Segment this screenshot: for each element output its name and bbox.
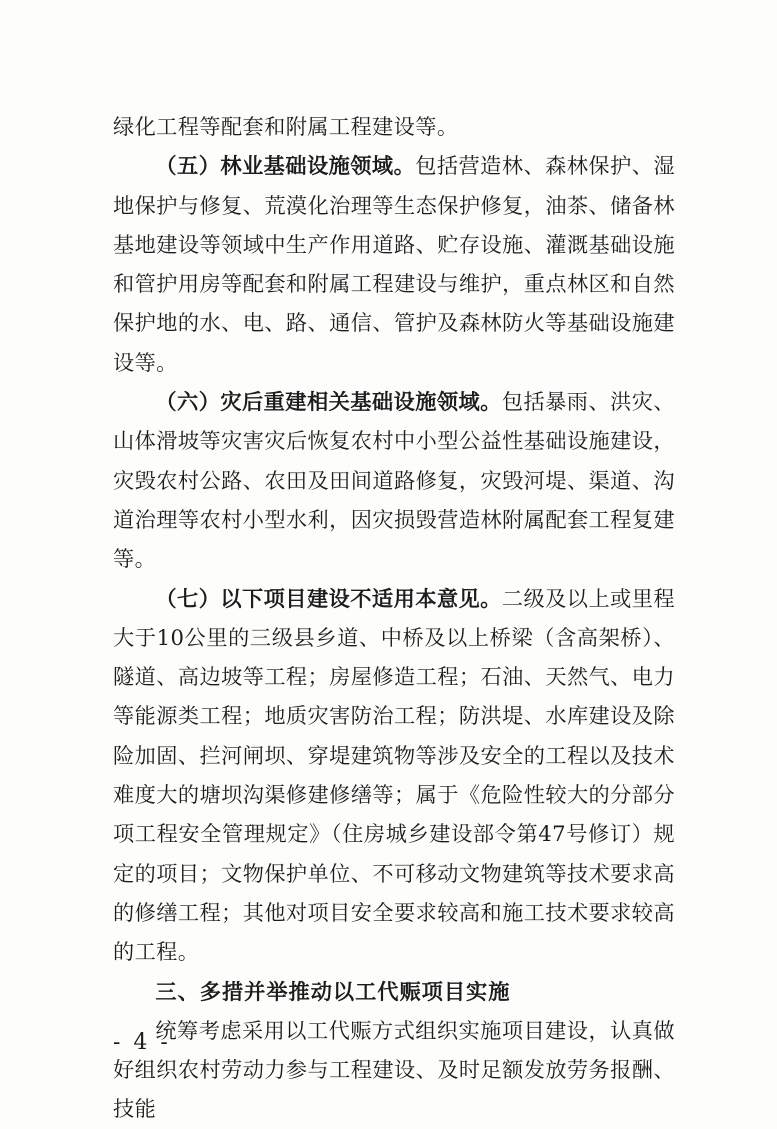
paragraph-lead: （六）灾后重建相关基础设施领域。 <box>155 389 502 415</box>
paragraph-continuation <box>113 107 675 146</box>
section-heading: 三、多措并举推动以工代赈项目实施 <box>155 978 511 1004</box>
paragraph-lead: （七）以下项目建设不适用本意见。 <box>155 585 502 611</box>
paragraph-text: 统筹考虑采用以工代赈方式组织实施项目建设，认真做好组织农村劳动力参与工程建设、及时足额发放劳务报酬、技能 <box>113 1017 675 1122</box>
paragraph-text: 包括营造林、森林保护、湿地保护与修复、荒漠化治理等生态保护修复，油茶、储备林基地建设等领域中生产作用道路、贮存设施、灌溉基础设施和管护用房等配套和附属工程建设与维护，重点林区和自然保护地的水、电、路、通信、管护及森林防火等基础设施建设等。 <box>113 153 675 375</box>
page-number: - 4 - <box>113 1030 171 1055</box>
paragraph-forestry <box>113 146 675 382</box>
paragraph-lead: （五）林业基础设施领域。 <box>155 153 416 179</box>
paragraph-exclusions <box>113 579 675 972</box>
paragraph-closing <box>113 1011 675 1129</box>
document-body <box>113 107 675 1129</box>
paragraph-disaster-reconstruction <box>113 382 675 578</box>
paragraph-text: 绿化工程等配套和附属工程建设等。 <box>113 114 459 139</box>
paragraph-text: 二级及以上或里程大于10公里的三级县乡道、中桥及以上桥梁（含高架桥）、隧道、高边坡等工程；房屋修造工程；石油、天然气、电力等能源类工程；地质灾害防治工程；防洪堤、水库建设及除险加固、拦河闸坝、穿堤建筑物等涉及安全的工程以及技术难度大的塘坝沟渠修建修缮等；属于《危险性较大的分部分项工程安全管理规定》（住房城乡建设部令第47号修订）规定的项目；文物保护单位、不可移动文物建筑等技术要求高的修缮工程；其他对项目安全要求较高和施工技术要求较高的工程。 <box>113 585 676 965</box>
paragraph-text: 包括暴雨、洪灾、山体滑坡等灾害灾后恢复农村中小型公益性基础设施建设，灾毁农村公路、农田及田间道路修复，灾毁河堤、渠道、沟道治理等农村小型水利，因灾损毁营造林附属配套工程复建等。 <box>113 389 676 572</box>
